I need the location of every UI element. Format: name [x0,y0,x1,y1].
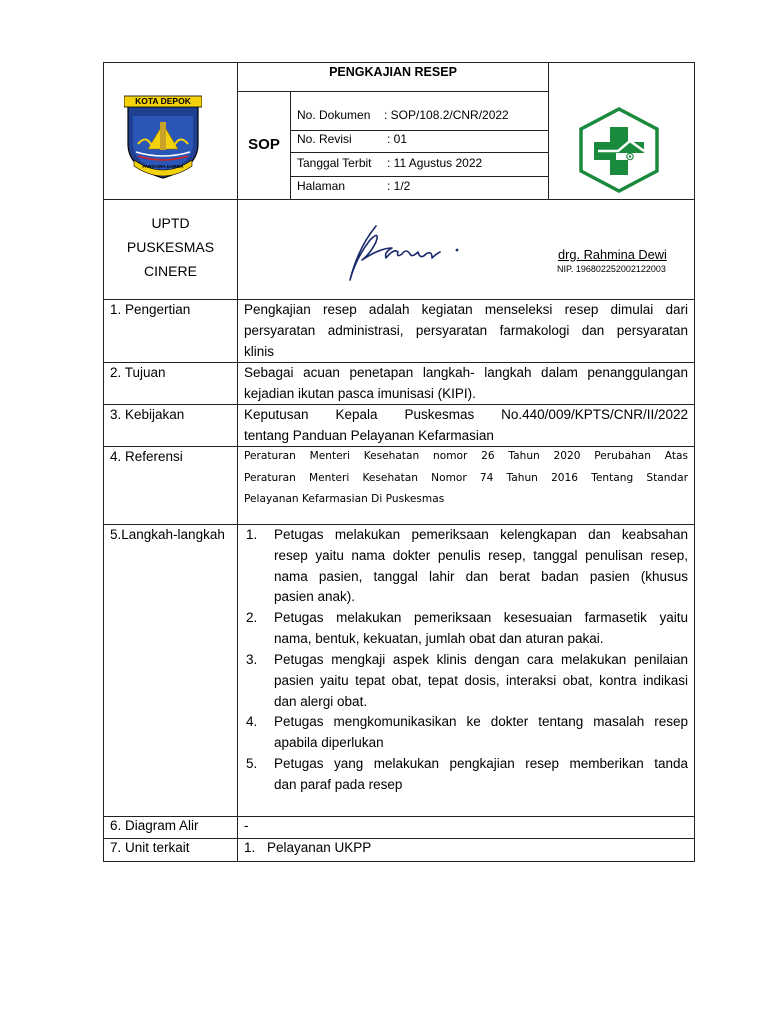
meta-value-halaman: : 1/2 [387,179,411,193]
divider [237,62,238,862]
text-line: Sebagai acuan penetapan langkah- langkah dalam penanggulangan [244,365,688,380]
label-diagram-alir: 6. Diagram Alir [110,818,199,833]
step-number: 4. [246,714,258,729]
step-4 [274,712,688,754]
step-number: 1. [246,527,258,542]
label-unit-terkait: 7. Unit terkait [110,840,190,855]
step-1 [274,525,688,608]
document-title: PENGKAJIAN RESEP [329,65,457,79]
step-5 [274,754,688,796]
text-line: kejadian ikutan pasca imunisasi (KIPI). [244,385,476,401]
logo-banner-text: KOTA DEPOK [135,96,191,106]
divider [290,176,548,177]
text-line: persyaratan administrasi, persyaratan farmakologi dan persyaratan [244,322,688,338]
text-line: tentang Panduan Pelayanan Kefarmasian [244,427,494,443]
border-bottom [103,861,695,862]
meta-value-no-revisi: : 01 [387,132,408,146]
logo-motto-text: PARICARA DARMA [142,164,184,169]
label-kebijakan: 3. Kebijakan [110,407,185,422]
text-line: pasien yaitu tepat obat, tepat dosis, interaksi obat, kontra indikasi [274,672,688,688]
org-line-2: PUSKESMAS [126,239,215,255]
org-line-1: UPTD [151,215,190,231]
step-number: 2. [246,610,258,625]
text-line: nama, bentuk, kekuatan, jumlah obat dan aturan pakai. [274,630,604,646]
divider [290,92,291,199]
label-referensi: 4. Referensi [110,449,183,464]
text-line: pasien anak). [274,589,356,605]
text-line: Petugas yang melakukan pengkajian resep memberikan tanda [274,756,688,771]
text-line: nama pasien, tanggal lahir dan berat badan pasien (khusus [274,568,688,584]
kota-depok-logo [124,94,202,180]
divider [103,838,695,839]
divider [103,199,695,200]
meta-label-tanggal-terbit: Tanggal Terbit [297,156,372,170]
sop-label: SOP [248,136,280,153]
border-right [694,62,695,862]
text-line: Pelayanan Kefarmasian Di Puskesmas [244,493,445,505]
border-left [103,62,104,862]
value-unit-terkait: Pelayanan UKPP [267,840,372,855]
label-tujuan: 2. Tujuan [110,365,166,380]
border-top [103,62,695,63]
signer-name: drg. Rahmina Dewi [558,247,667,262]
text-line: Peraturan Menteri Kesehatan Nomor 74 Tahun 2016 Tentang Standar [244,471,688,484]
divider [548,62,549,199]
text-line: Peraturan Menteri Kesehatan nomor 26 Tahun 2020 Perubahan Atas [244,450,688,462]
text-line: Petugas melakukan pemeriksaan kesesuaian farmasetik yaitu [274,610,688,625]
text-line: dan paraf pada resep [274,776,403,792]
text-line: dan alergi obat. [274,693,368,709]
step-2 [274,608,688,650]
meta-label-no-revisi: No. Revisi [297,132,352,146]
text-tujuan [244,363,688,405]
text-line: klinis [244,343,275,359]
meta-label-halaman: Halaman [297,179,346,193]
unit-number: 1. [244,840,256,855]
text-line: Petugas melakukan pemeriksaan kelengkapan dan keabsahan [274,527,688,542]
signer-nip: NIP. 196802252002122003 [557,264,666,274]
signature [340,218,470,290]
step-number: 5. [246,756,258,771]
puskesmas-logo [576,107,662,193]
meta-value-tanggal-terbit: : 11 Agustus 2022 [387,156,483,170]
text-referensi [244,446,688,511]
text-line: Pengkajian resep adalah kegiatan menseleksi resep dimulai dari [244,302,688,317]
step-number: 3. [246,652,258,667]
text-pengertian [244,300,688,362]
text-line: Keputusan Kepala Puskesmas No.440/009/KPTS/CNR/II/2022 [244,407,688,422]
text-line: apabila diperlukan [274,734,384,750]
divider [237,91,548,92]
text-kebijakan [244,405,688,447]
meta-value-no-dokumen: : SOP/108.2/CNR/2022 [384,108,509,122]
label-pengertian: 1. Pengertian [110,302,191,317]
text-line: Petugas mengkaji aspek klinis dengan cara melakukan penilaian [274,652,688,667]
text-line: Petugas mengkomunikasikan ke dokter tentang masalah resep [274,714,688,729]
meta-label-no-dokumen: No. Dokumen [297,108,371,122]
divider [290,152,548,153]
org-line-3: CINERE [144,263,197,279]
step-3 [274,650,688,712]
label-langkah: 5.Langkah-langkah [110,527,225,542]
text-line: resep yaitu nama dokter penulis resep, tanggal penulisan resep, [274,547,688,563]
value-diagram-alir: - [244,818,249,833]
